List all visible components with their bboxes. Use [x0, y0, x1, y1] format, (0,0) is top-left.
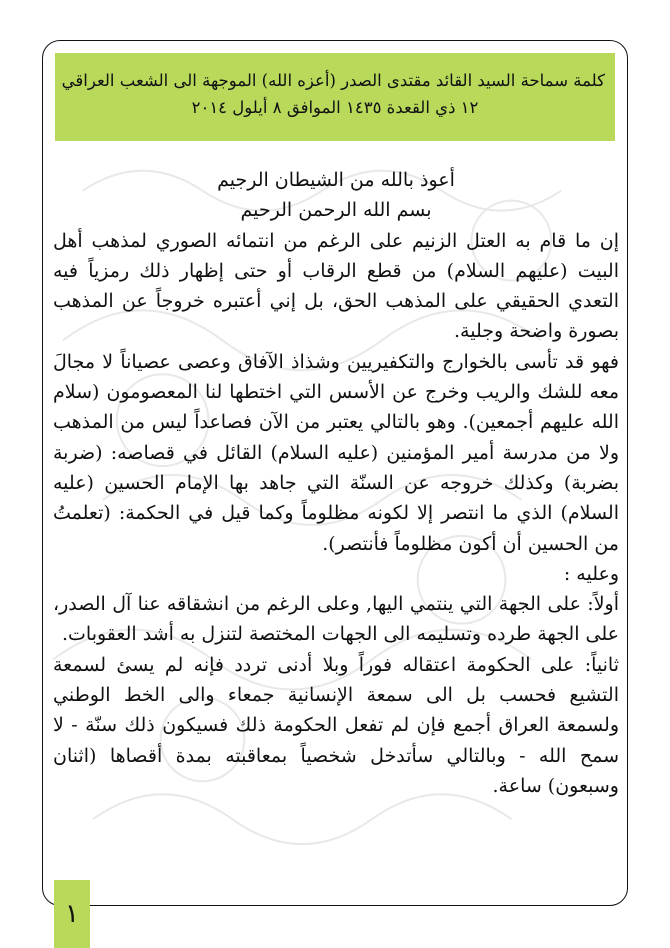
date-line: ١٢ ذي القعدة ١٤٣٥ الموافق ٨ أيلول ٢٠١٤ [191, 98, 479, 117]
page-number: ١ [54, 880, 90, 948]
page-frame [42, 40, 628, 906]
title-banner [55, 53, 615, 141]
paragraph-2: فهو قد تأسى بالخوارج والتكفيريين وشذاذ الآفاق وعصى عصياناً لا مجالَ معه للشك والريب وخرج عن الأسس التي اختطها لنا المعصومون (سلام الله عليهم أجمعين). وهو بالتالي يعتبر من الآن فصاعداً ليس من المذهب ولا من مدرسة أمير المؤمنين (عليه السلام) القائل في قصاصه: (ضربة بضربة) وكذلك خروجه عن السنّة التي جاهد بها الإمام الحسين (عليه السلام) الذي ما انتصر إلا لكونه مظلوماً وكما قيل في الحكمة: (تعلمتُ من الحسين أن أكون مظلوماً فأنتصر). [53, 350, 619, 555]
paragraph-4: أولاً: على الجهة التي ينتمي اليها, وعلى الرغم من انشقاقه عنا آل الصدر، على الجهة طرده وتسليمه الى الجهات المختصة لتنزل به أشد العقوبات. [53, 593, 619, 646]
paragraph-3: وعليه : [563, 562, 619, 585]
document-body [53, 165, 619, 801]
paragraph-5: ثانياً: على الحكومة اعتقاله فوراً وبلا أدنى تردد فإنه لم يسئ لسمعة التشيع فحسب بل الى سمعة الإنسانية جمعاء والى الخط الوطني ولسمعة العراق أجمع فإن لم تفعل الحكومة ذلك فسيكون ذلك سنّة - لا سمح الله - وبالتالي سأتدخل شخصياً بمعاقبته بمدة أقصاها (اثنان وسبعون) ساعة. [53, 653, 619, 797]
paragraph-1: إن ما قام به العتل الزنيم على الرغم من انتمائه الصوري لمذهب أهل البيت (عليهم السلام) من قطع الرقاب أو حتى إظهار ذلك رمزياً فيه التعدي الحقيقي على المذهب الحق، بل إني أعتبره خروجاً عن المذهب بصورة واضحة وجلية. [53, 229, 619, 343]
opening-line-1: أعوذ بالله من الشيطان الرجيم [217, 169, 455, 191]
opening-line-2: بسم الله الرحمن الرحيم [240, 199, 432, 222]
title-line: كلمة سماحة السيد القائد مقتدى الصدر (أعزه الله) الموجهة الى الشعب العراقي [61, 71, 605, 90]
